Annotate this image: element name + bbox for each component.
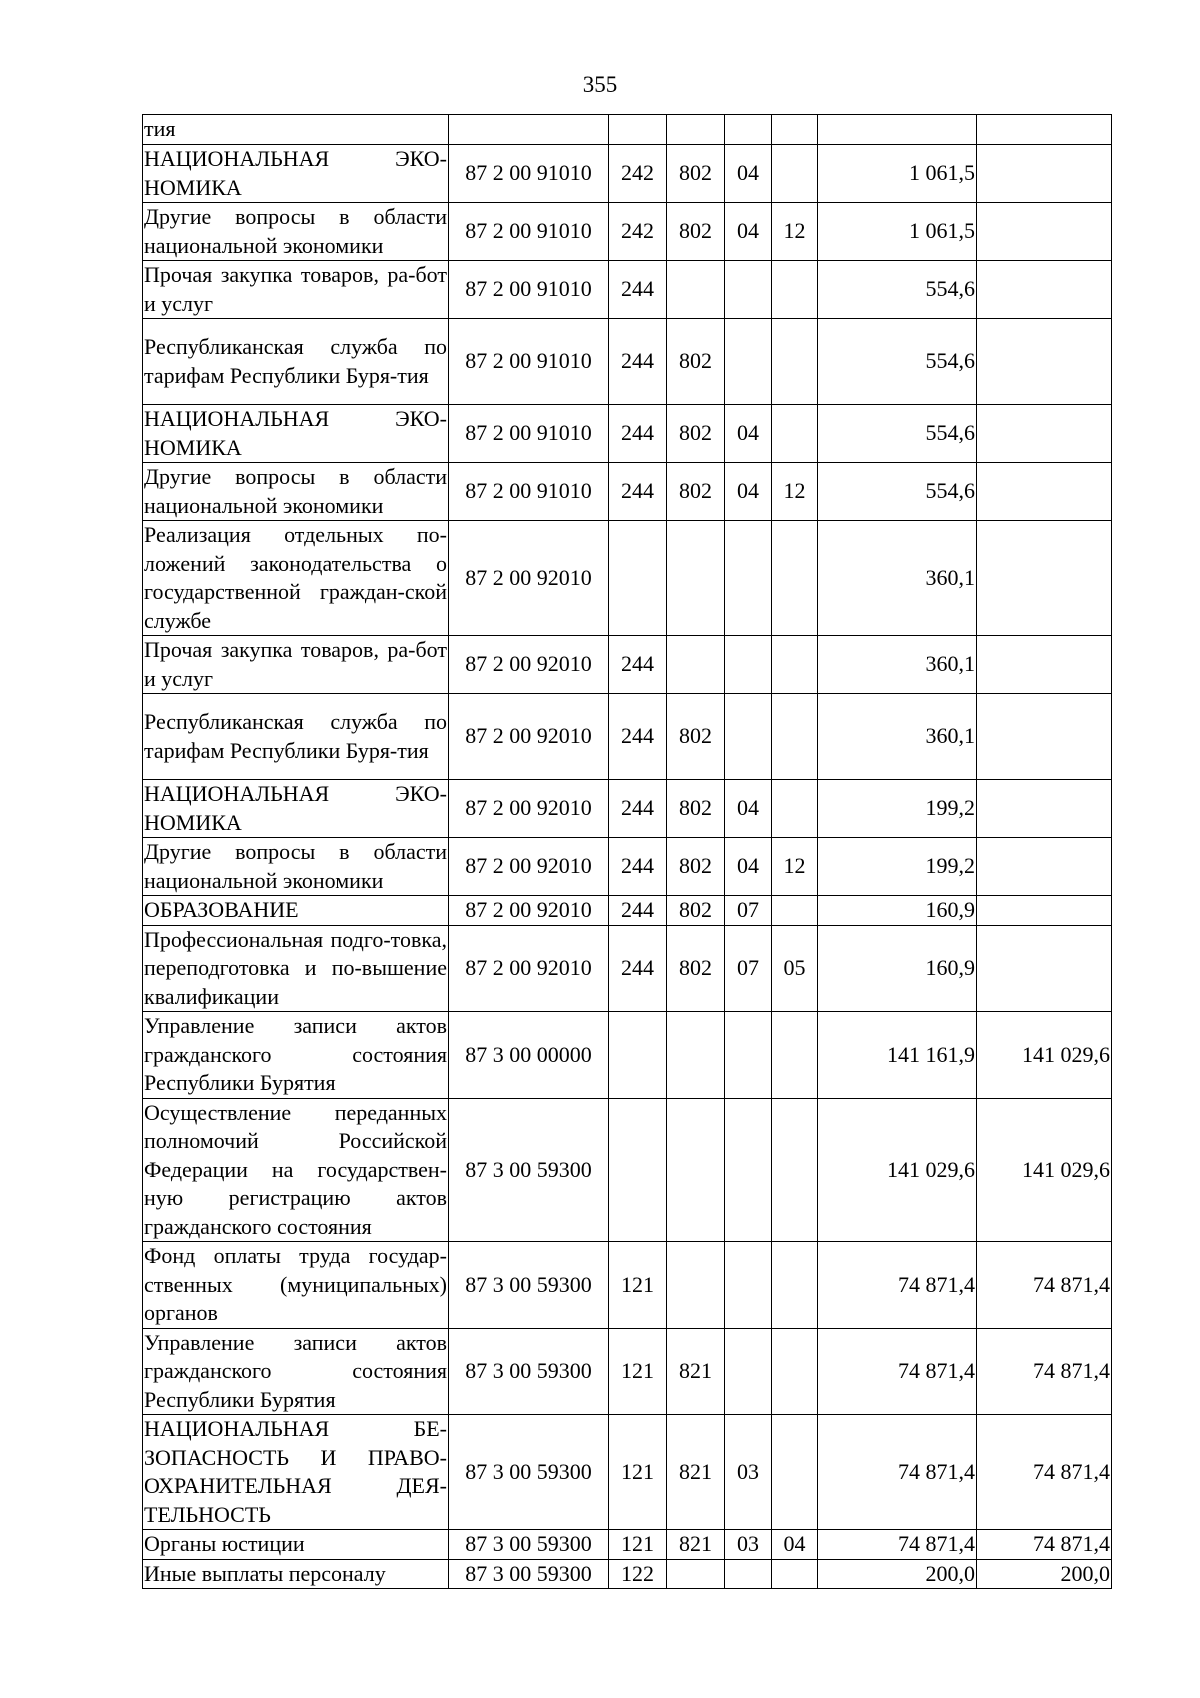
cell-ministry-code xyxy=(667,261,725,319)
cell-section: 04 xyxy=(725,838,772,896)
cell-subsection xyxy=(772,319,818,405)
cell-amount-1: 199,2 xyxy=(818,780,977,838)
cell-ministry-code: 802 xyxy=(667,405,725,463)
cell-expense-type: 244 xyxy=(609,636,667,694)
cell-amount-2: 141 029,6 xyxy=(977,1098,1112,1242)
cell-amount-1: 554,6 xyxy=(818,463,977,521)
cell-amount-2 xyxy=(977,780,1112,838)
table-row xyxy=(143,203,1112,261)
cell-amount-1: 160,9 xyxy=(818,896,977,926)
table-row xyxy=(143,405,1112,463)
cell-expense-type: 121 xyxy=(609,1328,667,1415)
cell-amount-1: 74 871,4 xyxy=(818,1415,977,1530)
cell-section: 03 xyxy=(725,1415,772,1530)
cell-expense-type: 121 xyxy=(609,1530,667,1560)
cell-name: Осуществление переданных полномочий Российской Федерации на государствен-ную регистрацию актов гражданского состояния xyxy=(143,1098,449,1242)
cell-target-article: 87 3 00 59300 xyxy=(449,1530,609,1560)
cell-expense-type: 244 xyxy=(609,838,667,896)
cell-section xyxy=(725,694,772,780)
cell-subsection: 12 xyxy=(772,463,818,521)
cell-section xyxy=(725,636,772,694)
cell-name: НАЦИОНАЛЬНАЯ ЭКО-НОМИКА xyxy=(143,780,449,838)
cell-expense-type: 122 xyxy=(609,1559,667,1589)
table-row xyxy=(143,115,1112,145)
cell-amount-2: 74 871,4 xyxy=(977,1328,1112,1415)
cell-expense-type xyxy=(609,1098,667,1242)
cell-subsection xyxy=(772,1012,818,1099)
cell-expense-type: 244 xyxy=(609,319,667,405)
cell-amount-1: 199,2 xyxy=(818,838,977,896)
cell-amount-1: 1 061,5 xyxy=(818,203,977,261)
cell-amount-1: 74 871,4 xyxy=(818,1328,977,1415)
cell-subsection xyxy=(772,521,818,636)
table-row xyxy=(143,780,1112,838)
cell-name: Республиканская служба по тарифам Республики Буря-тия xyxy=(143,694,449,780)
cell-amount-1: 74 871,4 xyxy=(818,1242,977,1329)
cell-section xyxy=(725,261,772,319)
cell-amount-2 xyxy=(977,261,1112,319)
cell-section: 04 xyxy=(725,145,772,203)
cell-target-article: 87 2 00 92010 xyxy=(449,636,609,694)
cell-subsection xyxy=(772,896,818,926)
cell-target-article: 87 2 00 91010 xyxy=(449,261,609,319)
cell-subsection xyxy=(772,405,818,463)
cell-ministry-code: 802 xyxy=(667,319,725,405)
cell-ministry-code xyxy=(667,1559,725,1589)
cell-name: Прочая закупка товаров, ра-бот и услуг xyxy=(143,261,449,319)
table-row xyxy=(143,319,1112,405)
cell-target-article: 87 2 00 91010 xyxy=(449,203,609,261)
cell-expense-type: 244 xyxy=(609,896,667,926)
table-row xyxy=(143,1012,1112,1099)
cell-target-article: 87 2 00 92010 xyxy=(449,896,609,926)
cell-ministry-code: 802 xyxy=(667,203,725,261)
cell-ministry-code xyxy=(667,1242,725,1329)
cell-amount-2 xyxy=(977,319,1112,405)
cell-amount-2: 74 871,4 xyxy=(977,1530,1112,1560)
cell-target-article: 87 3 00 59300 xyxy=(449,1415,609,1530)
cell-expense-type: 242 xyxy=(609,145,667,203)
cell-amount-2: 200,0 xyxy=(977,1559,1112,1589)
cell-amount-1: 554,6 xyxy=(818,405,977,463)
cell-subsection: 04 xyxy=(772,1530,818,1560)
cell-section: 04 xyxy=(725,780,772,838)
cell-ministry-code xyxy=(667,1098,725,1242)
cell-name: тия xyxy=(143,115,449,145)
cell-amount-1: 1 061,5 xyxy=(818,145,977,203)
cell-section: 07 xyxy=(725,925,772,1012)
cell-ministry-code xyxy=(667,521,725,636)
cell-ministry-code: 802 xyxy=(667,896,725,926)
cell-amount-2 xyxy=(977,115,1112,145)
cell-name: Республиканская служба по тарифам Республики Буря-тия xyxy=(143,319,449,405)
table-row xyxy=(143,636,1112,694)
cell-ministry-code: 802 xyxy=(667,838,725,896)
cell-name: НАЦИОНАЛЬНАЯ ЭКО-НОМИКА xyxy=(143,145,449,203)
cell-expense-type: 242 xyxy=(609,203,667,261)
cell-amount-1: 141 029,6 xyxy=(818,1098,977,1242)
cell-amount-1: 160,9 xyxy=(818,925,977,1012)
cell-target-article: 87 3 00 00000 xyxy=(449,1012,609,1099)
cell-amount-1: 74 871,4 xyxy=(818,1530,977,1560)
cell-amount-1: 554,6 xyxy=(818,261,977,319)
cell-expense-type: 244 xyxy=(609,463,667,521)
cell-amount-1: 200,0 xyxy=(818,1559,977,1589)
cell-expense-type xyxy=(609,1012,667,1099)
cell-name: Фонд оплаты труда государ-ственных (муниципальных) органов xyxy=(143,1242,449,1329)
cell-expense-type: 244 xyxy=(609,405,667,463)
cell-expense-type: 121 xyxy=(609,1242,667,1329)
cell-section: 04 xyxy=(725,463,772,521)
cell-target-article: 87 2 00 91010 xyxy=(449,463,609,521)
cell-subsection xyxy=(772,694,818,780)
cell-target-article: 87 3 00 59300 xyxy=(449,1098,609,1242)
table-body xyxy=(143,115,1112,1589)
cell-target-article: 87 2 00 92010 xyxy=(449,521,609,636)
budget-table xyxy=(142,114,1112,1589)
cell-amount-1: 141 161,9 xyxy=(818,1012,977,1099)
cell-section: 04 xyxy=(725,405,772,463)
cell-section xyxy=(725,1012,772,1099)
cell-subsection xyxy=(772,780,818,838)
cell-ministry-code: 802 xyxy=(667,694,725,780)
table-row xyxy=(143,1242,1112,1329)
cell-expense-type: 244 xyxy=(609,925,667,1012)
table-row xyxy=(143,896,1112,926)
cell-amount-2: 74 871,4 xyxy=(977,1415,1112,1530)
cell-ministry-code: 802 xyxy=(667,145,725,203)
table-row xyxy=(143,694,1112,780)
cell-subsection xyxy=(772,1328,818,1415)
cell-section xyxy=(725,521,772,636)
cell-subsection xyxy=(772,145,818,203)
page-number: 355 xyxy=(582,72,618,97)
cell-amount-2 xyxy=(977,463,1112,521)
cell-subsection xyxy=(772,1098,818,1242)
cell-name: Прочая закупка товаров, ра-бот и услуг xyxy=(143,636,449,694)
cell-ministry-code xyxy=(667,115,725,145)
cell-name: Другие вопросы в области национальной экономики xyxy=(143,838,449,896)
cell-amount-1: 554,6 xyxy=(818,319,977,405)
cell-subsection xyxy=(772,115,818,145)
cell-section xyxy=(725,1559,772,1589)
cell-amount-2: 74 871,4 xyxy=(977,1242,1112,1329)
cell-target-article: 87 3 00 59300 xyxy=(449,1559,609,1589)
cell-section: 03 xyxy=(725,1530,772,1560)
cell-target-article: 87 3 00 59300 xyxy=(449,1328,609,1415)
cell-target-article: 87 3 00 59300 xyxy=(449,1242,609,1329)
cell-ministry-code: 802 xyxy=(667,463,725,521)
cell-ministry-code xyxy=(667,1012,725,1099)
cell-expense-type: 244 xyxy=(609,780,667,838)
cell-amount-2 xyxy=(977,145,1112,203)
cell-amount-2 xyxy=(977,636,1112,694)
cell-name: Другие вопросы в области национальной экономики xyxy=(143,463,449,521)
cell-amount-2 xyxy=(977,896,1112,926)
cell-ministry-code: 821 xyxy=(667,1530,725,1560)
cell-ministry-code: 802 xyxy=(667,925,725,1012)
cell-amount-2 xyxy=(977,203,1112,261)
cell-subsection xyxy=(772,636,818,694)
cell-subsection xyxy=(772,1415,818,1530)
cell-expense-type xyxy=(609,521,667,636)
cell-name: Реализация отдельных по-ложений законодательства о государственной граждан-ской службе xyxy=(143,521,449,636)
cell-amount-2: 141 029,6 xyxy=(977,1012,1112,1099)
cell-expense-type xyxy=(609,115,667,145)
cell-target-article xyxy=(449,115,609,145)
cell-amount-2 xyxy=(977,521,1112,636)
cell-section: 04 xyxy=(725,203,772,261)
cell-section xyxy=(725,1242,772,1329)
cell-ministry-code xyxy=(667,636,725,694)
cell-amount-1 xyxy=(818,115,977,145)
cell-ministry-code: 802 xyxy=(667,780,725,838)
cell-name: НАЦИОНАЛЬНАЯ БЕ-ЗОПАСНОСТЬ И ПРАВО-ОХРАНИТЕЛЬНАЯ ДЕЯ-ТЕЛЬНОСТЬ xyxy=(143,1415,449,1530)
cell-name: Профессиональная подго-товка, переподготовка и по-вышение квалификации xyxy=(143,925,449,1012)
table-row xyxy=(143,1415,1112,1530)
table-row xyxy=(143,145,1112,203)
cell-expense-type: 121 xyxy=(609,1415,667,1530)
table-row xyxy=(143,261,1112,319)
cell-amount-2 xyxy=(977,925,1112,1012)
cell-name: Органы юстиции xyxy=(143,1530,449,1560)
cell-target-article: 87 2 00 92010 xyxy=(449,838,609,896)
table-row xyxy=(143,838,1112,896)
cell-section xyxy=(725,115,772,145)
cell-subsection xyxy=(772,1242,818,1329)
cell-section xyxy=(725,319,772,405)
cell-target-article: 87 2 00 91010 xyxy=(449,319,609,405)
cell-name: НАЦИОНАЛЬНАЯ ЭКО-НОМИКА xyxy=(143,405,449,463)
table-row xyxy=(143,1098,1112,1242)
cell-expense-type: 244 xyxy=(609,261,667,319)
cell-name: Иные выплаты персоналу xyxy=(143,1559,449,1589)
cell-amount-1: 360,1 xyxy=(818,521,977,636)
cell-target-article: 87 2 00 92010 xyxy=(449,780,609,838)
cell-amount-2 xyxy=(977,694,1112,780)
cell-amount-2 xyxy=(977,838,1112,896)
cell-subsection xyxy=(772,261,818,319)
table-row xyxy=(143,521,1112,636)
cell-name: Управление записи актов гражданского состояния Республики Бурятия xyxy=(143,1012,449,1099)
cell-amount-2 xyxy=(977,405,1112,463)
cell-target-article: 87 2 00 91010 xyxy=(449,145,609,203)
cell-amount-1: 360,1 xyxy=(818,636,977,694)
table-row xyxy=(143,1530,1112,1560)
table-row xyxy=(143,925,1112,1012)
cell-subsection: 12 xyxy=(772,203,818,261)
cell-section xyxy=(725,1098,772,1242)
cell-target-article: 87 2 00 91010 xyxy=(449,405,609,463)
cell-subsection xyxy=(772,1559,818,1589)
cell-target-article: 87 2 00 92010 xyxy=(449,694,609,780)
table-row xyxy=(143,1559,1112,1589)
cell-name: Управление записи актов гражданского состояния Республики Бурятия xyxy=(143,1328,449,1415)
cell-section xyxy=(725,1328,772,1415)
cell-name: ОБРАЗОВАНИЕ xyxy=(143,896,449,926)
cell-ministry-code: 821 xyxy=(667,1328,725,1415)
cell-target-article: 87 2 00 92010 xyxy=(449,925,609,1012)
table-row xyxy=(143,463,1112,521)
cell-ministry-code: 821 xyxy=(667,1415,725,1530)
cell-section: 07 xyxy=(725,896,772,926)
table-row xyxy=(143,1328,1112,1415)
cell-subsection: 05 xyxy=(772,925,818,1012)
cell-subsection: 12 xyxy=(772,838,818,896)
cell-amount-1: 360,1 xyxy=(818,694,977,780)
cell-name: Другие вопросы в области национальной экономики xyxy=(143,203,449,261)
cell-expense-type: 244 xyxy=(609,694,667,780)
